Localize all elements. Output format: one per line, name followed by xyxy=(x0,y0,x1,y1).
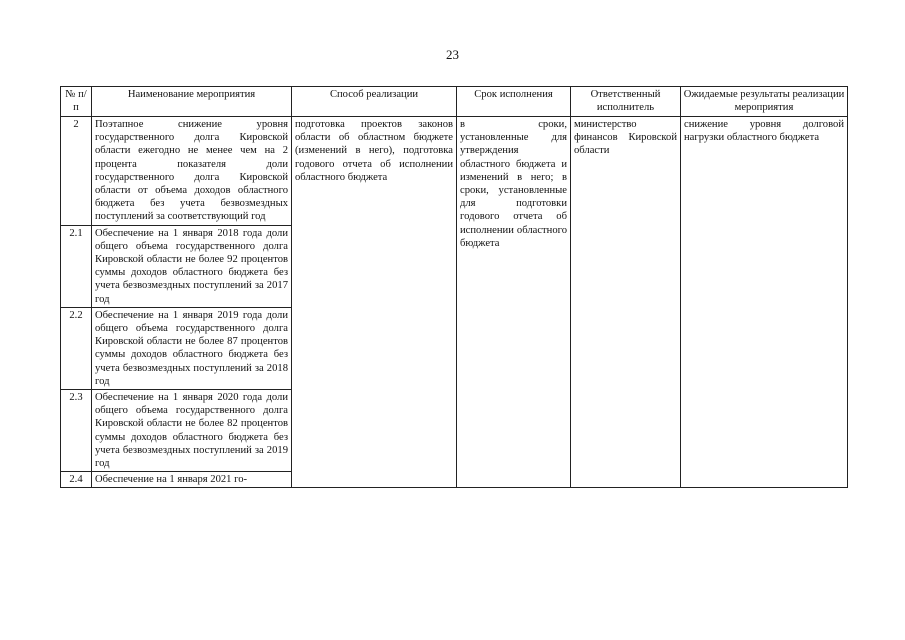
row-method: подготовка проектов законов области об областном бюджете (изменений в него), подготовка годового отчета об исполнении областного бюджета xyxy=(292,117,457,488)
row-name: Поэтапное снижение уровня государственного долга Кировской области ежегодно не менее чем на 2 процента показателя доли государственного долга Кировской области от объема доходов областного бюджета без учета безвозмездных поступлений за соответствующий год xyxy=(92,117,292,226)
page-number: 23 xyxy=(446,47,459,62)
table-row xyxy=(61,117,848,226)
row-num: 2.1 xyxy=(61,225,92,307)
header-num: № п/п xyxy=(61,87,92,117)
header-term: Срок исполнения xyxy=(457,87,571,117)
row-num: 2.3 xyxy=(61,390,92,472)
header-method: Способ реализации xyxy=(292,87,457,117)
measures-table xyxy=(60,86,848,488)
header-name: Наименование мероприятия xyxy=(92,87,292,117)
row-term: в сроки, установленные для утверждения областного бюджета и изменений в него; в сроки, установленные для подготовки годового отчета об исполнении областного бюджета xyxy=(457,117,571,488)
row-num: 2.2 xyxy=(61,307,92,389)
row-responsible: министерство финансов Кировской области xyxy=(571,117,681,488)
row-name: Обеспечение на 1 января 2020 года доли общего объема государственного долга Кировской области не более 82 процентов суммы доходов областного бюджета без учета безвозмездных поступлений за 2019 год xyxy=(92,390,292,472)
row-num: 2 xyxy=(61,117,92,226)
row-name: Обеспечение на 1 января 2018 года доли общего объема государственного долга Кировской области не более 92 процентов суммы доходов областного бюджета без учета безвозмездных поступлений за 2017 год xyxy=(92,225,292,307)
row-results: снижение уровня долговой нагрузки областного бюджета xyxy=(681,117,848,488)
header-responsible: Ответственный исполнитель xyxy=(571,87,681,117)
table-header-row xyxy=(61,87,848,117)
row-num: 2.4 xyxy=(61,472,92,488)
row-name: Обеспечение на 1 января 2021 го- xyxy=(92,472,292,488)
header-results: Ожидаемые результаты реализации мероприятия xyxy=(681,87,848,117)
row-name: Обеспечение на 1 января 2019 года доли общего объема государственного долга Кировской области не более 87 процентов суммы доходов областного бюджета без учета безвозмездных поступлений за 2018 год xyxy=(92,307,292,389)
